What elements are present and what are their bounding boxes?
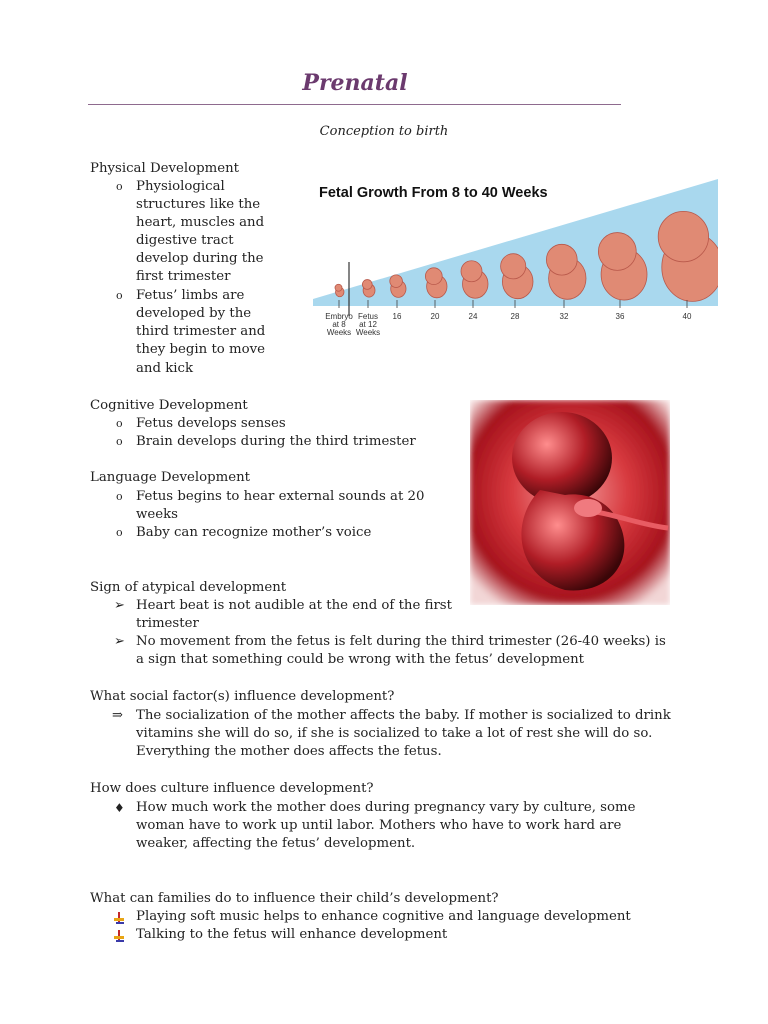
week-label: 40 (682, 312, 692, 321)
fetal-growth-figure (313, 176, 718, 344)
culture-line-1: How much work the mother does during pregnancy vary by culture, some (136, 800, 636, 815)
physical-item-1-line-6: first trimester (136, 269, 231, 284)
physical-item-1-line-5: develop during the (136, 251, 264, 266)
week-label: 32 (559, 312, 569, 321)
cognitive-heading: Cognitive Development (90, 398, 248, 413)
fetus-head (512, 412, 612, 504)
families-heading: What can families do to influence their child’s development? (90, 891, 499, 906)
fetus-photo (470, 400, 670, 605)
culture-line-3: weaker, affecting the fetus’ development. (136, 836, 416, 851)
week-label: 24 (468, 312, 478, 321)
color-cross-bullet-icon (114, 930, 124, 942)
arrow-bullet-icon: ➢ (114, 598, 125, 613)
families-item-1: Playing soft music helps to enhance cognitive and language development (136, 909, 631, 924)
circle-bullet-icon: o (116, 526, 123, 539)
circle-bullet-icon: o (116, 180, 123, 193)
week-label: Embryo at 8 Weeks (325, 312, 353, 337)
physical-item-2-line-3: third trimester and (136, 324, 266, 339)
atypical-item-2-line-2: a sign that something could be wrong with the fetus’ development (136, 652, 585, 667)
week-label: Fetus at 12 Weeks (355, 312, 381, 337)
page-title: Prenatal (302, 70, 408, 96)
social-line-3: Everything the mother does affects the fetus. (136, 744, 442, 759)
circle-bullet-icon: o (116, 289, 123, 302)
title-rule (88, 104, 621, 105)
circle-bullet-icon: o (116, 435, 123, 448)
culture-heading: How does culture influence development? (90, 781, 374, 796)
page-subtitle: Conception to birth (319, 124, 449, 139)
physical-item-2-line-4: they begin to move (136, 342, 266, 357)
physical-item-1-line-3: heart, muscles and (136, 215, 265, 230)
cognitive-item-2: Brain develops during the third trimester (136, 434, 416, 449)
atypical-item-2-line-1: No movement from the fetus is felt during the third trimester (26-40 weeks) is (136, 634, 666, 649)
social-line-1: The socialization of the mother affects the baby. If mother is socialized to drink (136, 708, 671, 723)
diamond-bullet-icon: ♦ (114, 801, 125, 815)
fetus-stage-1 (335, 284, 344, 297)
atypical-heading: Sign of atypical development (90, 580, 287, 595)
implies-arrow-icon: ⇒ (112, 708, 123, 723)
circle-bullet-icon: o (116, 417, 123, 430)
physical-item-1-line-4: digestive tract (136, 233, 234, 248)
week-label: 36 (615, 312, 625, 321)
figure-title: Fetal Growth From 8 to 40 Weeks (319, 185, 548, 201)
physical-item-2-line-5: and kick (136, 361, 194, 376)
language-heading: Language Development (90, 470, 250, 485)
cognitive-item-1: Fetus develops senses (136, 416, 286, 431)
atypical-item-1-line-1: Heart beat is not audible at the end of the first (136, 598, 452, 613)
physical-item-1-line-2: structures like the (136, 197, 261, 212)
atypical-item-1-line-2: trimester (136, 616, 199, 631)
physical-item-1-line-1: Physiological (136, 179, 225, 194)
social-heading: What social factor(s) influence development? (90, 689, 395, 704)
physical-item-2-line-2: developed by the (136, 306, 252, 321)
week-label: 20 (430, 312, 440, 321)
physical-heading: Physical Development (90, 161, 240, 176)
circle-bullet-icon: o (116, 490, 123, 503)
color-cross-bullet-icon (114, 912, 124, 924)
arrow-bullet-icon: ➢ (114, 634, 125, 649)
culture-line-2: woman have to work up until labor. Mothers who have to work hard are (136, 818, 622, 833)
social-line-2: vitamins she will do so, if she is socialized to take a lot of rest she will do so. (136, 726, 653, 741)
families-item-2: Talking to the fetus will enhance development (136, 927, 448, 942)
language-item-2: Baby can recognize mother’s voice (136, 525, 372, 540)
fetus-hand (574, 499, 602, 517)
week-label: 28 (510, 312, 520, 321)
physical-item-2-line-1: Fetus’ limbs are (136, 288, 245, 303)
language-item-1-line-1: Fetus begins to hear external sounds at 20 (136, 489, 425, 504)
language-item-1-line-2: weeks (136, 507, 179, 522)
week-label: 16 (392, 312, 402, 321)
